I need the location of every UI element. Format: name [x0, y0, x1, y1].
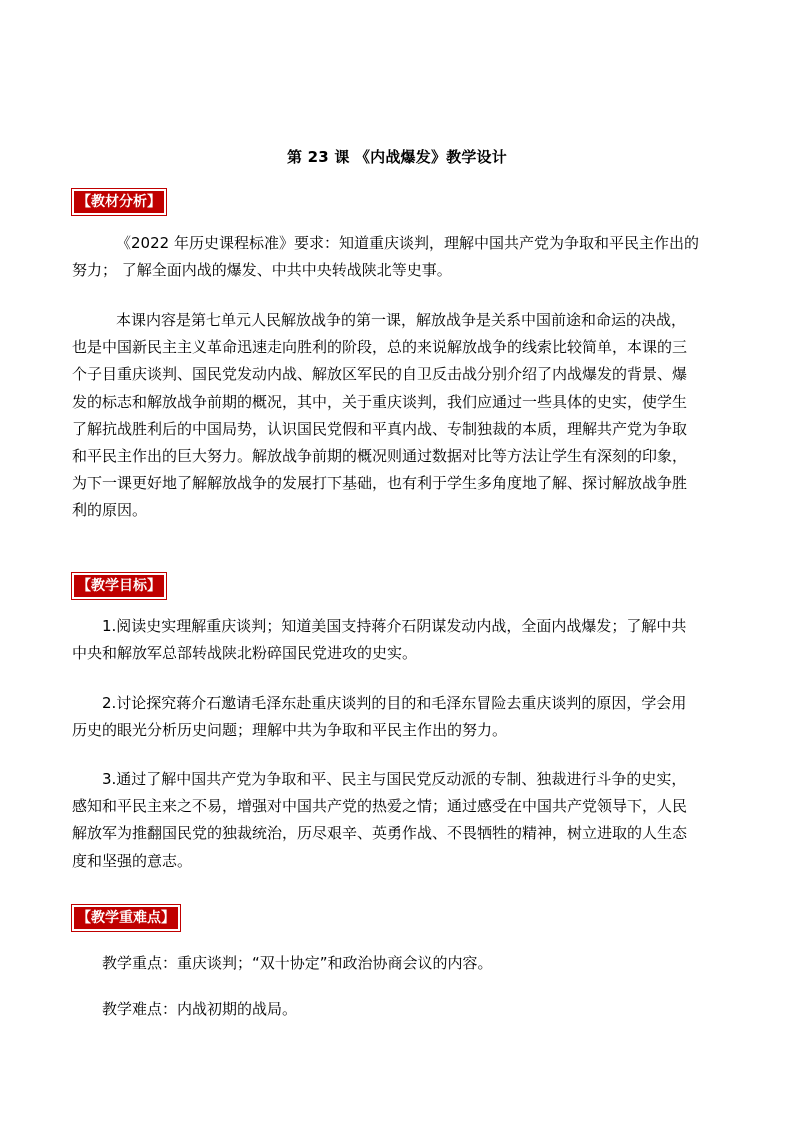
analysis-paragraph-1	[72, 230, 722, 284]
goal-3-line: 度和坚强的意志。	[72, 851, 193, 870]
goal-2	[72, 690, 722, 744]
analysis-p2-line: 个子目重庆谈判、国民党发动内战、解放区军民的自卫反击战分别介绍了内战爆发的背景、爆	[72, 365, 688, 384]
goal-3-line: 3.通过了解中国共产党为争取和平、民主与国民党反动派的专制、独裁进行斗争的史实，	[102, 770, 687, 788]
section-tag-analysis: 【教材分析】	[72, 189, 166, 215]
section-tag-goals: 【教学目标】	[72, 573, 166, 599]
analysis-p2-line: 利的原因。	[72, 501, 148, 520]
goal-1-line: 1.阅读史实理解重庆谈判；知道美国支持蒋介石阴谋发动内战，全面内战爆发；了解中共	[102, 617, 687, 635]
document-title: 第 23 课 《内战爆发》教学设计	[287, 148, 507, 166]
goal-3-line: 解放军为推翻国民党的独裁统治，历尽艰辛、英勇作战、不畏牺牲的精神，树立进取的人生态	[72, 824, 688, 843]
section-tag-keypoints: 【教学重难点】	[72, 905, 180, 931]
analysis-p2-line: 发的标志和解放战争前期的概况，其中，关于重庆谈判，我们应通过一些具体的史实，使学生	[72, 392, 688, 411]
goal-1-line: 中央和解放军总部转战陕北粉碎国民党进攻的史实。	[72, 644, 418, 663]
analysis-p2-line: 本课内容是第七单元人民解放战争的第一课，解放战争是关系中国前途和命运的决战，	[116, 311, 687, 329]
goal-2-line: 历史的眼光分析历史问题；理解中共为争取和平民主作出的努力。	[72, 721, 508, 740]
goal-3-line: 感知和平民主来之不易，增强对中国共产党的热爱之情；通过感受在中国共产党领导下，人民	[72, 797, 688, 816]
analysis-p1-line: 《2022 年历史课程标准》要求：知道重庆谈判，理解中国共产党为争取和平民主作出的	[116, 234, 699, 252]
goal-1	[72, 613, 722, 667]
analysis-p2-line: 为下一课更好地了解解放战争的发展打下基础，也有利于学生多角度地了解、探讨解放战争胜	[72, 474, 688, 493]
analysis-p2-line: 也是中国新民主主义革命迅速走向胜利的阶段，总的来说解放战争的线索比较简单，本课的三	[72, 338, 688, 357]
goal-3	[72, 766, 722, 875]
analysis-paragraph-2	[72, 307, 722, 525]
teaching-difficulty-text: 教学难点：内战初期的战局。	[102, 1000, 298, 1018]
analysis-p2-line: 和平民主作出的巨大努力。解放战争前期的概况则通过数据对比等方法让学生有深刻的印象，	[72, 447, 688, 466]
teaching-focus	[72, 950, 722, 977]
goal-2-line: 2.讨论探究蒋介石邀请毛泽东赴重庆谈判的目的和毛泽东冒险去重庆谈判的原因，学会用	[102, 694, 687, 712]
analysis-p2-line: 了解抗战胜利后的中国局势，认识国民党假和平真内战、专制独裁的本质，理解共产党为争取	[72, 419, 688, 438]
teaching-focus-text: 教学重点：重庆谈判；“双十协定”和政治协商会议的内容。	[102, 954, 493, 972]
teaching-difficulty	[72, 996, 722, 1023]
analysis-p1-line: 努力； 了解全面内战的爆发、中共中央转战陕北等史事。	[72, 261, 452, 280]
